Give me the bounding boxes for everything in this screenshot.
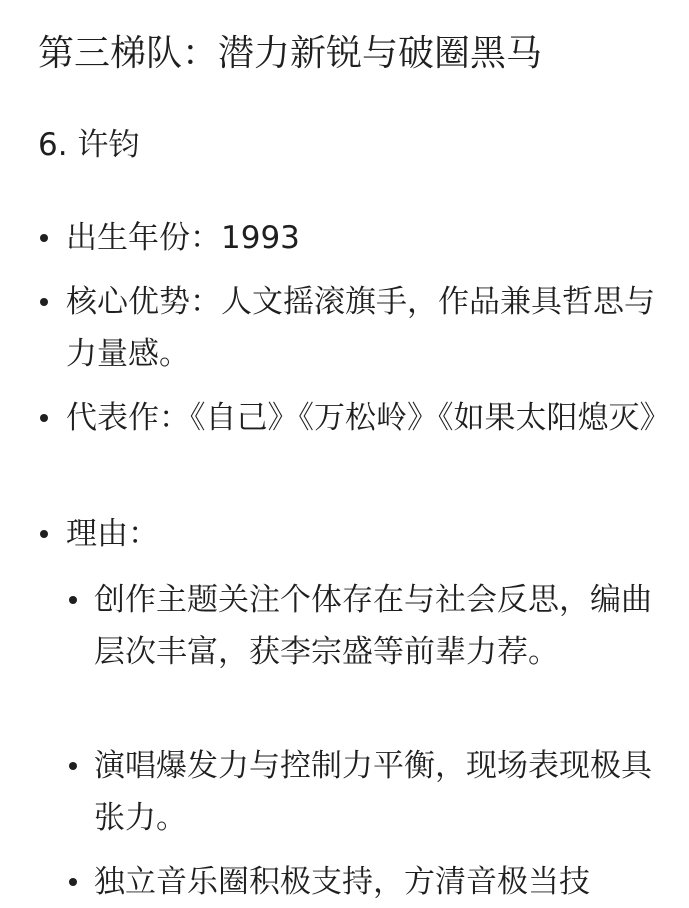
entry-title: 6. 许钧	[38, 127, 140, 163]
section-heading: 第三梯队：潜力新锐与破圈黑马	[38, 33, 543, 74]
bullet-dot-icon	[69, 878, 77, 886]
bullet-text: 出生年份：1993	[66, 220, 300, 256]
bullet-text: 代表作：《自己》《万松岭》《如果太阳熄灭》	[66, 400, 671, 436]
bullet-text: 核心优势：人文摇滚旗手，作品兼具哲思与力量感。	[66, 284, 655, 372]
bullet-text: 独立音乐圈积极支持，方清音极当技	[94, 864, 590, 900]
bullet-dot-icon	[40, 530, 48, 538]
bullet-text: 演唱爆发力与控制力平衡，现场表现极具张力。	[94, 748, 652, 836]
bullet-dot-icon	[69, 762, 77, 770]
bullet-text: 创作主题关注个体存在与社会反思，编曲层次丰富，获李宗盛等前辈力荐。	[94, 582, 652, 670]
bullet-dot-icon	[69, 596, 77, 604]
bullet-dot-icon	[40, 234, 48, 242]
bullet-text: 理由：	[66, 516, 159, 552]
bullet-dot-icon	[40, 298, 48, 306]
bullet-dot-icon	[40, 414, 48, 422]
